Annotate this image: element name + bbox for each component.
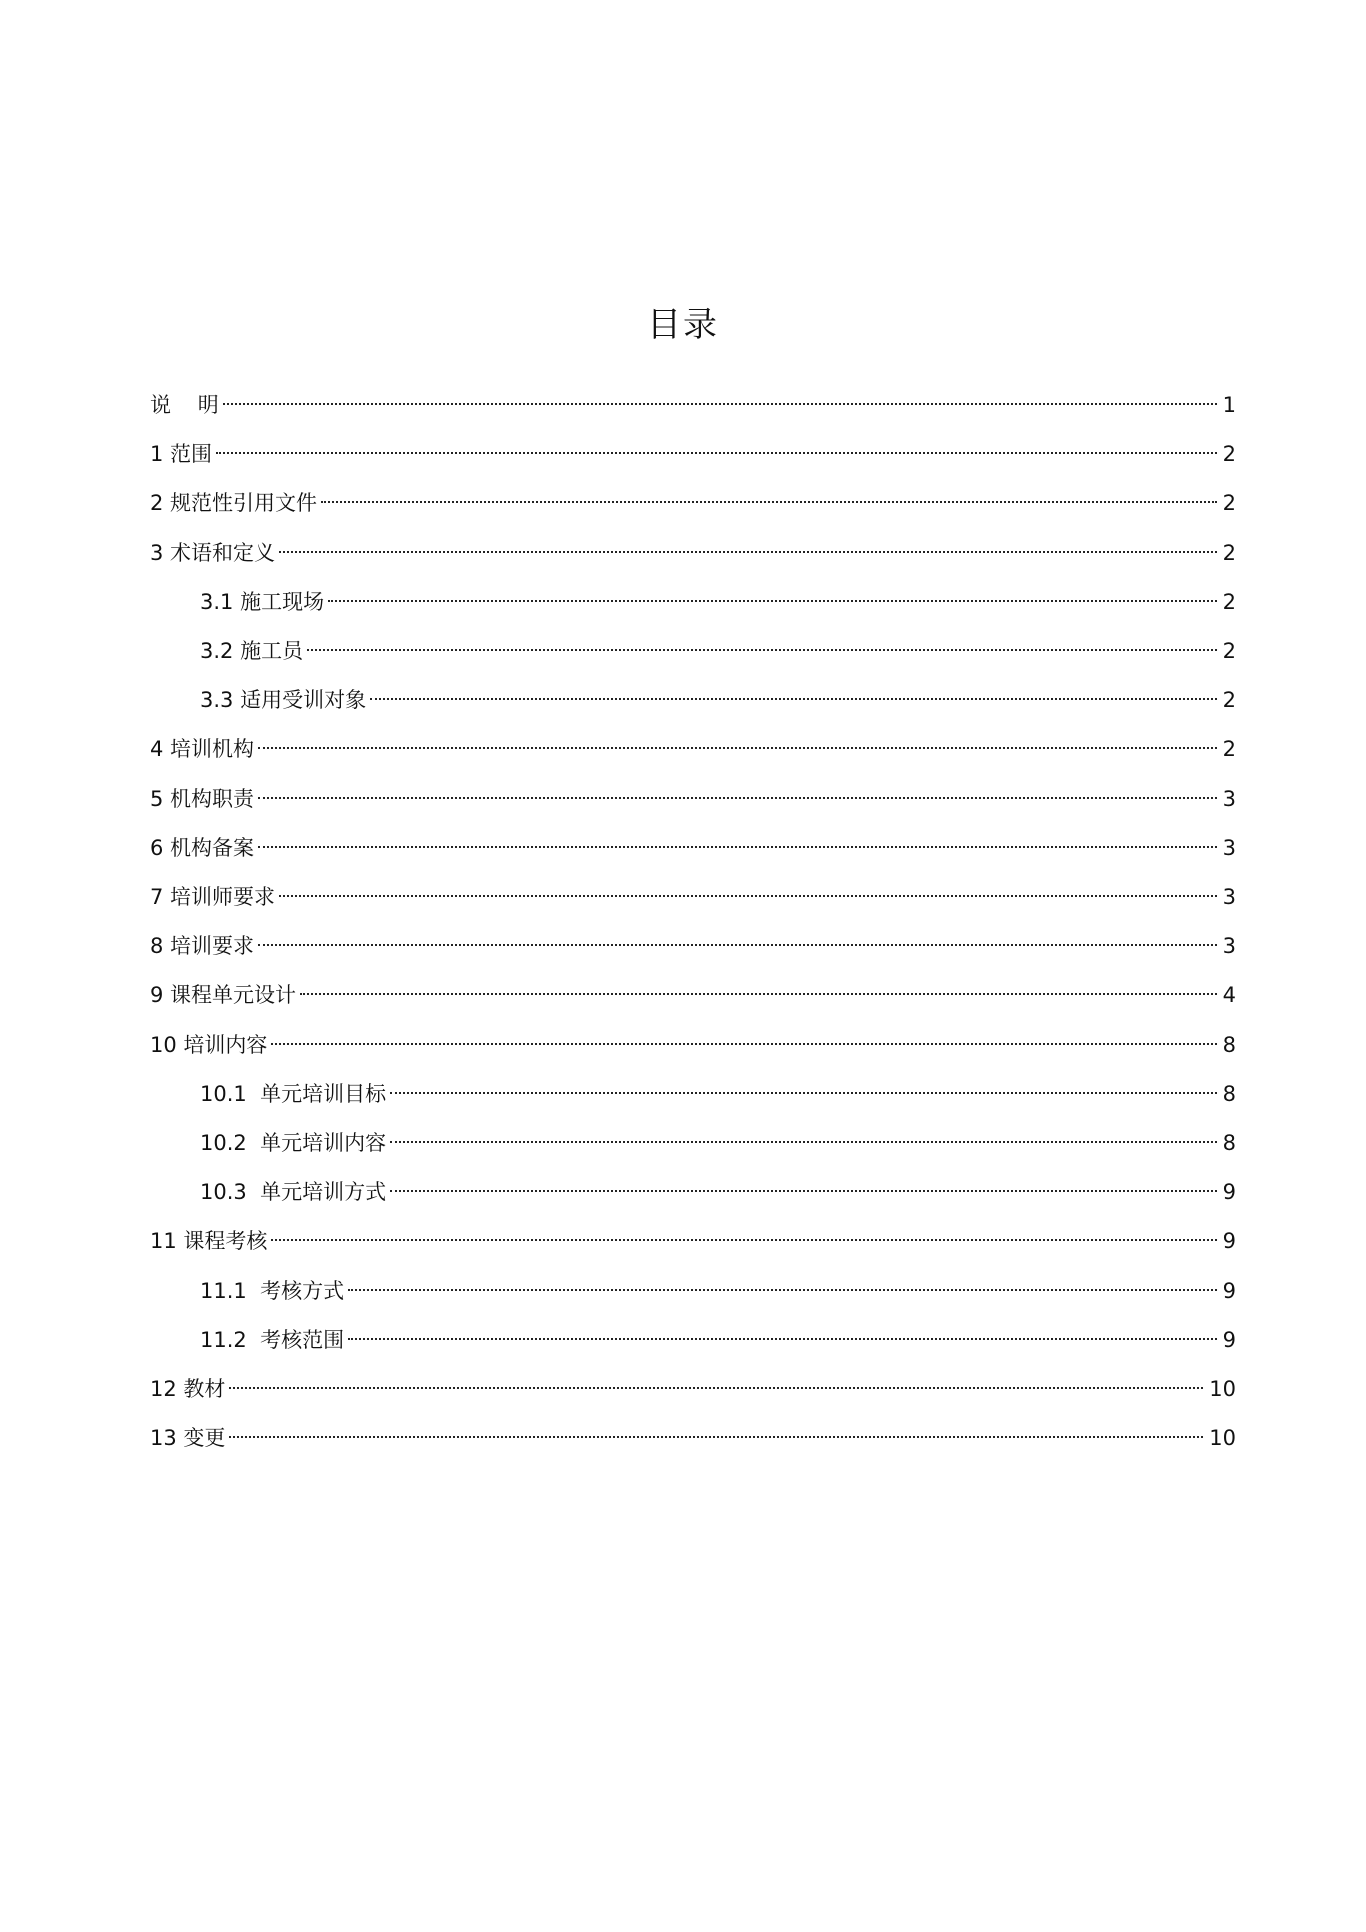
toc-entry-label: 4 培训机构 [150,737,255,762]
toc-entry[interactable] [0,1320,1366,1360]
toc-entry-line [200,1172,1236,1212]
toc-leader-dots [258,943,1217,946]
toc-leader-dots [258,746,1217,749]
toc-page-number: 3 [1222,885,1236,909]
toc-entry-line [200,631,1236,671]
toc-entry-line [150,434,1236,474]
toc-page-number: 8 [1222,1032,1236,1057]
toc-leader-dots [390,1140,1217,1143]
toc-page-number: 3 [1222,934,1236,959]
toc-entry-label: 2 规范性引用文件 [150,491,318,516]
toc-page-number: 9 [1222,1229,1236,1254]
toc-entry[interactable] [0,533,1366,573]
toc-page-number: 9 [1222,1327,1236,1352]
toc-entry-label: 说 明 [150,393,219,417]
toc-entry[interactable] [0,828,1366,868]
toc-entry-label: 7 培训师要求 [150,885,276,909]
toc-entry-label: 1 范围 [150,442,213,467]
toc-entry-line [200,582,1236,622]
toc-entry[interactable] [0,1369,1366,1409]
toc-page-number: 8 [1222,1081,1236,1106]
toc-leader-dots [279,550,1217,553]
toc-leader-dots [258,796,1217,799]
toc-entry-line [200,1074,1236,1114]
toc-entry[interactable] [0,877,1366,917]
toc-entry-line [150,779,1236,819]
toc-leader-dots [348,1337,1217,1340]
toc-leader-dots [300,992,1217,995]
toc-entry[interactable] [0,483,1366,523]
toc-page-number: 3 [1222,835,1236,860]
toc-page-number: 4 [1222,983,1236,1008]
toc-entry-label: 11.1 考核方式 [200,1278,345,1303]
toc-title: 目录 [647,304,719,345]
toc-page-number: 2 [1222,737,1236,762]
toc-entry-line [200,680,1236,720]
toc-entry[interactable] [0,631,1366,671]
toc-entry-label: 10.1 单元培训目标 [200,1081,387,1106]
toc-entry[interactable] [0,385,1366,425]
toc-leader-dots [216,451,1217,454]
toc-entry-line [150,1221,1236,1261]
toc-page-number: 2 [1222,688,1236,713]
toc-entry-label: 3.2 施工员 [200,639,304,663]
toc-leader-dots [229,1435,1203,1438]
toc-leader-dots [223,402,1217,405]
toc-entry-label: 9 课程单元设计 [150,983,297,1008]
toc-entry-label: 3.1 施工现场 [200,589,325,614]
toc-entry-line [150,1369,1236,1409]
toc-page-number: 8 [1222,1131,1236,1155]
toc-entry-label: 10 培训内容 [150,1032,268,1057]
toc-entry-line [150,828,1236,868]
toc-entry-line [150,483,1236,523]
toc-entry[interactable] [0,1123,1366,1163]
toc-leader-dots [279,894,1217,897]
toc-leader-dots [271,1238,1216,1241]
toc-page-number: 10 [1209,1426,1236,1451]
toc-page-number: 2 [1222,639,1236,663]
toc-entry[interactable] [0,729,1366,769]
toc-leader-dots [390,1189,1217,1192]
toc-entry-line [200,1271,1236,1311]
toc-entry-label: 5 机构职责 [150,786,255,811]
toc-entry[interactable] [0,680,1366,720]
toc-entry-label: 11 课程考核 [150,1229,268,1254]
toc-entry-line [150,1418,1236,1458]
toc-entry-label: 10.3 单元培训方式 [200,1180,387,1205]
toc-page-number: 2 [1222,491,1236,516]
toc-entry[interactable] [0,1025,1366,1065]
toc-entry-label: 13 变更 [150,1426,226,1451]
toc-entry[interactable] [0,1221,1366,1261]
toc-leader-dots [328,599,1217,602]
toc-page-number: 10 [1209,1377,1236,1401]
toc-leader-dots [348,1288,1217,1291]
toc-leader-dots [321,500,1217,503]
toc-entry-label: 3.3 适用受训对象 [200,688,367,713]
toc-page-number: 2 [1222,589,1236,614]
toc-leader-dots [229,1386,1203,1389]
toc-entry-label: 8 培训要求 [150,934,255,959]
toc-entry-label: 6 机构备案 [150,835,255,860]
toc-page-number: 3 [1222,786,1236,811]
toc-entry-line [150,975,1236,1015]
toc-entry-line [150,385,1236,425]
toc-entry-label: 12 教材 [150,1377,226,1401]
toc-leader-dots [258,845,1217,848]
toc-entry[interactable] [0,1074,1366,1114]
toc-entry-line [200,1123,1236,1163]
toc-entry[interactable] [0,582,1366,622]
toc-entry[interactable] [0,1418,1366,1458]
toc-entry-line [150,1025,1236,1065]
toc-entry-line [150,877,1236,917]
toc-entry-line [150,533,1236,573]
toc-entry[interactable] [0,926,1366,966]
toc-page-number: 9 [1222,1278,1236,1303]
toc-entry[interactable] [0,1271,1366,1311]
toc-entry[interactable] [0,975,1366,1015]
toc-leader-dots [307,648,1217,651]
toc-entry-line [200,1320,1236,1360]
toc-entry[interactable] [0,779,1366,819]
toc-page-number: 1 [1222,393,1236,417]
toc-entry-label: 3 术语和定义 [150,540,276,565]
toc-page-number: 9 [1222,1180,1236,1205]
toc-entry[interactable] [0,434,1366,474]
toc-entry-label: 11.2 考核范围 [200,1327,345,1352]
toc-entry-label: 10.2 单元培训内容 [200,1131,387,1155]
toc-entry-line [150,729,1236,769]
toc-leader-dots [370,697,1217,700]
toc-page-number: 2 [1222,442,1236,467]
toc-page-number: 2 [1222,540,1236,565]
toc-leader-dots [271,1042,1216,1045]
toc-entry-line [150,926,1236,966]
toc-leader-dots [390,1091,1217,1094]
toc-entry[interactable] [0,1172,1366,1212]
